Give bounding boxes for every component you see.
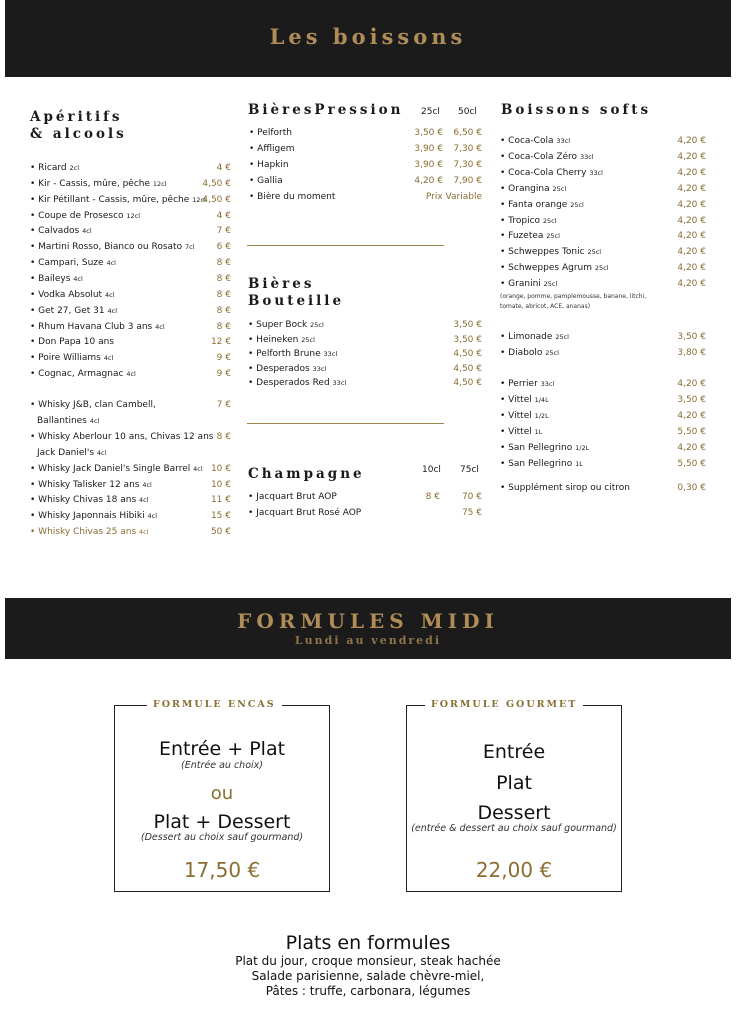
menu-item: • Whisky Chivas 25 ans 4cl [30,527,149,538]
menu-item: • Granini 25cl [500,279,558,290]
item-name: Supplément sirop ou citron [508,483,630,493]
champagne-col-75cl: 75cl [460,465,479,475]
plats-line: Pâtes : truffe, carbonara, légumes [265,984,471,998]
menu-item: • Don Papa 10 ans [30,337,115,348]
item-name: San Pellegrino [508,442,573,453]
item-name: Tropico [508,215,541,226]
menu-item: • Supplément sirop ou citron [500,483,630,493]
plats-line: Plat du jour, croque monsieur, steak hachée [235,954,501,968]
menu-item: • Rhum Havana Club 3 ans 4cl [30,321,165,332]
item-price: 4,50 € [453,378,482,389]
price-25cl: 3,90 € [414,160,443,171]
menu-item: • Kir Pétillant - Cassis, mûre, pêche 12cl [30,194,206,205]
item-price: 4,20 € [677,151,706,162]
item-price: 9 € [216,369,231,380]
item-price: 3,50 € [677,332,706,342]
item-price: 4,20 € [677,231,706,242]
formule-encas-box [114,699,330,892]
item-price: 4,20 € [677,247,706,258]
menu-item: • Fanta orange 25cl [500,199,584,210]
item-volume: 33cl [556,137,571,145]
item-price: 3,80 € [677,348,706,358]
granini-note-2: tomate, abricot, ACE, ananas) [500,303,591,310]
item-volume: 4cl [106,259,116,268]
item-price: 11 € [210,495,231,506]
item-volume: 33cl [312,364,327,373]
softs-title: Boissons softs [501,102,652,118]
gourmet-price: 22,00 € [475,858,553,882]
aperitifs-title [30,109,127,143]
item-price: 4 € [216,210,231,221]
price-50cl: 6,50 € [453,128,482,138]
header-banner [5,0,731,77]
item-volume: 4cl [155,322,165,331]
item-price: 4,50 € [453,349,482,360]
item-price: 8 € [216,305,231,316]
formule-gourmet-box [406,699,622,892]
item-volume: 2cl [69,164,80,172]
item-name: Schweppes Agrum [508,263,592,274]
menu-item: • Coca-Cola Cherry 33cl [500,167,603,178]
item-name: Whisky Chivas 18 ans [38,495,137,506]
menu-item: • Desperados 33cl [248,363,327,374]
menu-item: • Baileys 4cl [30,273,83,284]
item-price: 4,20 € [677,379,706,389]
menu-item: • Vittel 1/2L [500,410,549,421]
item-name: Vittel [508,426,532,437]
item-price: 8 € [216,289,231,300]
menu-item: • Coupe de Prosesco 12cl [30,210,141,221]
item-name: Whisky Talisker 12 ans [38,479,140,490]
item-volume: 4cl [126,370,136,379]
item-volume: 25cl [570,200,584,209]
aperitifs-title-line2: & alcools [30,126,127,142]
divider [247,423,444,424]
menu-item: • Whisky Jack Daniel's Single Barrel 4cl [30,463,203,474]
item-name: Perrier [508,379,538,389]
menu-item [37,413,99,429]
encas-line2-sub: (Dessert au choix sauf gourmand) [140,832,304,843]
item-name: Vittel [508,410,532,421]
item-name: Vodka Absolut [38,289,103,300]
item-price: 4,20 € [677,136,706,146]
item-price: Prix Variable [425,192,482,203]
item-price: 4,50 € [202,194,231,205]
bouteille-title-line1: Bières [248,276,315,292]
item-price: 4,20 € [677,279,706,290]
item-name: Desperados Red [256,378,330,389]
item-volume: 4cl [96,448,107,457]
item-volume: 4cl [142,480,152,489]
menu-item: • Pelforth [249,128,292,138]
item-price: 8 € [216,321,231,332]
menu-item: • Vodka Absolut 4cl [30,289,115,300]
menu-item: • Coca-Cola 33cl [500,136,571,146]
menu-item [37,445,106,461]
item-name: Get 27, Get 31 [38,305,105,316]
item-price: 15 € [210,511,231,522]
item-volume: 25cl [552,184,567,193]
menu-item: • Whisky Chivas 18 ans 4cl [30,495,149,506]
price-50cl: 7,30 € [453,144,482,155]
menu-item: • Pelforth Brune 33cl [248,349,338,360]
item-volume: 25cl [542,216,557,225]
item-price: 4,20 € [677,263,706,274]
menu-item: • Super Bock 25cl [248,320,324,330]
item-name: Heineken [256,334,299,345]
item-volume: 33cl [589,168,603,177]
item-volume: 33cl [579,152,594,161]
item-price: 4,50 € [202,178,231,189]
item-name: Whisky Chivas 25 ans [38,527,137,538]
menu-item: • Schweppes Tonic 25cl [500,247,602,258]
formule-gourmet-label: FORMULE GOURMET [425,699,583,710]
item-name: Coupe de Prosesco [38,210,124,221]
gourmet-line3: Dessert [477,802,551,824]
menu-item: • Calvados 4cl [30,226,92,237]
champagne-col-10cl: 10cl [422,465,441,475]
item-price: 0,30 € [677,483,706,493]
item-name: Granini [508,279,541,290]
item-volume: 1/2L [534,411,549,420]
divider [247,245,444,246]
item-price: 4 € [216,163,231,173]
item-price: 4,20 € [677,183,706,194]
item-price: 3,50 € [677,394,706,405]
price-50cl: 7,90 € [453,176,482,187]
item-price: 12 € [210,337,231,348]
item-name: Pelforth Brune [256,349,321,360]
item-name: Kir - Cassis, mûre, pêche [38,178,151,189]
item-volume: 4cl [103,354,114,363]
item-volume: 25cl [301,335,315,344]
item-name: Kir Pétillant - Cassis, mûre, pêche [38,194,190,205]
price-10cl: 8 € [425,492,440,502]
plats-line: Salade parisienne, salade chèvre-miel, [251,969,485,983]
menu-item: • Whisky J&B, clan Cambell, [30,400,156,410]
formules-title: FORMULES MIDI [237,609,499,633]
bouteille-title-line2: Bouteille [248,293,345,309]
item-name: Hapkin [257,160,289,171]
menu-item: • Heineken 25cl [248,334,315,345]
pression-title: BièresPression [248,102,404,118]
aperitifs-title-line1: Apéritifs [30,109,123,125]
item-name: Desperados [256,363,310,374]
price-75cl: 70 € [461,492,482,502]
item-volume: 7cl [184,243,195,252]
item-volume: 1L [534,427,543,436]
price-25cl: 4,20 € [414,176,443,187]
item-name: Coca-Cola Cherry [508,167,587,178]
item-price: 8 € [216,431,231,442]
item-price: 10 € [210,463,231,474]
item-name: Fuzetea [508,231,544,242]
item-price: 9 € [216,353,231,364]
item-volume: 4cl [104,290,115,299]
item-name: Orangina [508,183,550,194]
menu-item: • Cognac, Armagnac 4cl [30,369,136,380]
item-volume: 4cl [73,274,83,283]
formules-subtitle: Lundi au vendredi [294,634,442,647]
gourmet-line2: Plat [496,772,532,794]
menu-item: • Jacquart Brut AOP [248,492,337,502]
item-volume: 25cl [587,248,602,257]
item-name: Super Bock [256,320,308,330]
item-name: Ricard [38,163,67,173]
encas-or: ou [210,783,234,804]
price-25cl: 3,90 € [414,144,443,155]
item-price: 3,50 € [453,334,482,345]
item-name: Whisky J&B, clan Cambell, [38,400,156,410]
bouteille-title [248,276,344,310]
item-name: Affligem [257,144,295,155]
menu-item: • San Pellegrino 1L [500,458,583,469]
price-50cl: 7,30 € [453,160,482,171]
menu-item: • Desperados Red 33cl [248,378,347,389]
item-name: Calvados [38,226,80,237]
item-name: Diabolo [508,348,543,358]
item-name: Vittel [508,394,532,405]
item-price: 6 € [216,242,231,253]
item-name: Coca-Cola Zéro [508,151,578,162]
granini-note-1: (orange, pomme, pamplemousse, banane, litchi, [500,293,647,300]
item-name: Jack Daniel's [37,447,95,458]
item-price: 8 € [216,258,231,269]
item-volume: 12cl [192,195,206,204]
item-name: Poire Williams [38,353,101,364]
menu-item: • Diabolo 25cl [500,348,559,358]
item-price: 8 € [216,273,231,284]
item-price: 5,50 € [677,426,706,437]
item-name: Whisky Jack Daniel's Single Barrel [38,463,191,474]
pression-col-50cl: 50cl [458,107,477,117]
item-name: Limonade [508,332,553,342]
item-volume: 12cl [152,179,167,188]
menu-item: • Vittel 1/4L [500,394,549,405]
item-name: Rhum Havana Club 3 ans [38,321,153,332]
menu-item: • Martini Rosso, Bianco ou Rosato 7cl [30,242,195,253]
menu-item: • Hapkin [249,160,289,171]
item-volume: 25cl [546,232,560,241]
item-volume: 25cl [594,264,609,273]
menu-item: • Bière du moment [249,192,336,203]
encas-line1-sub: (Entrée au choix) [181,760,263,771]
encas-line2: Plat + Dessert [153,811,291,833]
menu-item: • Fuzetea 25cl [500,231,560,242]
item-name: Schweppes Tonic [508,247,585,258]
item-name: Baileys [38,273,71,284]
item-name: Gallia [257,176,283,187]
gourmet-line1: Entrée [482,741,546,763]
menu-item: • Jacquart Brut Rosé AOP [248,508,362,518]
item-volume: 4cl [193,464,203,473]
menu-item: • Get 27, Get 31 4cl [30,305,117,316]
menu-item: • Tropico 25cl [500,215,557,226]
encas-line1: Entrée + Plat [158,738,286,760]
item-volume: 4cl [89,416,100,425]
item-price: 4,20 € [677,215,706,226]
item-price: 3,50 € [453,320,482,330]
price-75cl: 75 € [461,508,482,518]
menu-item: • Poire Williams 4cl [30,353,114,364]
item-name: Jacquart Brut Rosé AOP [256,508,362,518]
champagne-title: Champagne [248,466,365,482]
item-volume: 4cl [139,528,149,537]
menu-item: • Whisky Aberlour 10 ans, Chivas 12 ans [30,431,214,442]
item-price: 4,20 € [677,167,706,178]
item-price: 4,20 € [677,442,706,453]
menu-item: • San Pellegrino 1/2L [500,442,590,453]
item-volume: 4cl [147,512,157,521]
page-title: Les boissons [269,24,467,49]
menu-item: • Coca-Cola Zéro 33cl [500,151,594,162]
item-price: 10 € [210,479,231,490]
item-volume: 33cl [323,350,338,359]
menu-item: • Whisky Talisker 12 ans 4cl [30,479,152,490]
item-name: Campari, Suze [38,258,104,269]
menu-item: • Campari, Suze 4cl [30,258,116,269]
item-volume: 25cl [310,321,324,329]
item-volume: 4cl [107,306,117,315]
item-name: Bière du moment [257,192,336,203]
formule-encas-label: FORMULE ENCAS [147,699,282,710]
item-name: Fanta orange [508,199,568,210]
item-name: Coca-Cola [508,136,554,146]
item-volume: 25cl [555,333,569,341]
formules-banner [5,598,731,659]
menu-item: • Perrier 33cl [500,379,555,389]
item-price: 7 € [216,400,231,410]
item-name: Don Papa 10 ans [38,337,115,348]
menu-item: • Gallia [249,176,283,187]
item-name: Jacquart Brut AOP [256,492,337,502]
encas-price: 17,50 € [183,858,261,882]
item-volume: 25cl [543,280,558,289]
item-name: San Pellegrino [508,458,573,469]
item-name: Pelforth [257,128,292,138]
item-price: 7 € [216,226,231,237]
item-volume: 4cl [139,496,149,505]
item-price: 4,20 € [677,199,706,210]
menu-item: • Schweppes Agrum 25cl [500,263,609,274]
item-name: Ballantines [37,415,87,426]
item-volume: 25cl [545,349,559,357]
price-25cl: 3,50 € [414,128,443,138]
menu-item: • Affligem [249,144,295,155]
item-price: 4,50 € [453,363,482,374]
item-volume: 4cl [82,227,92,236]
gourmet-sub: (entrée & dessert au choix sauf gourmand) [411,823,617,834]
item-price: 4,20 € [677,410,706,421]
item-name: Cognac, Armagnac [38,369,124,380]
item-volume: 33cl [540,380,555,388]
plats-title: Plats en formules [285,932,451,954]
item-volume: 1/2L [575,443,590,452]
menu-item: • Ricard 2cl [30,163,80,173]
item-price: 50 € [210,527,231,538]
item-name: Whisky Aberlour 10 ans, Chivas 12 ans [38,431,214,442]
menu-item: • Orangina 25cl [500,183,567,194]
item-name: Martini Rosso, Bianco ou Rosato [38,242,183,253]
item-volume: 12cl [126,211,141,220]
menu-item: • Whisky Japonnais Hibiki 4cl [30,511,157,522]
menu-item: • Limonade 25cl [500,332,569,342]
item-price: 5,50 € [677,458,706,469]
menu-item: • Kir - Cassis, mûre, pêche 12cl [30,178,167,189]
pression-col-25cl: 25cl [421,107,440,117]
menu-item: • Vittel 1L [500,426,543,437]
item-volume: 33cl [332,379,347,388]
item-volume: 1/4L [534,395,549,404]
item-name: Whisky Japonnais Hibiki [38,511,145,522]
item-volume: 1L [575,459,583,468]
